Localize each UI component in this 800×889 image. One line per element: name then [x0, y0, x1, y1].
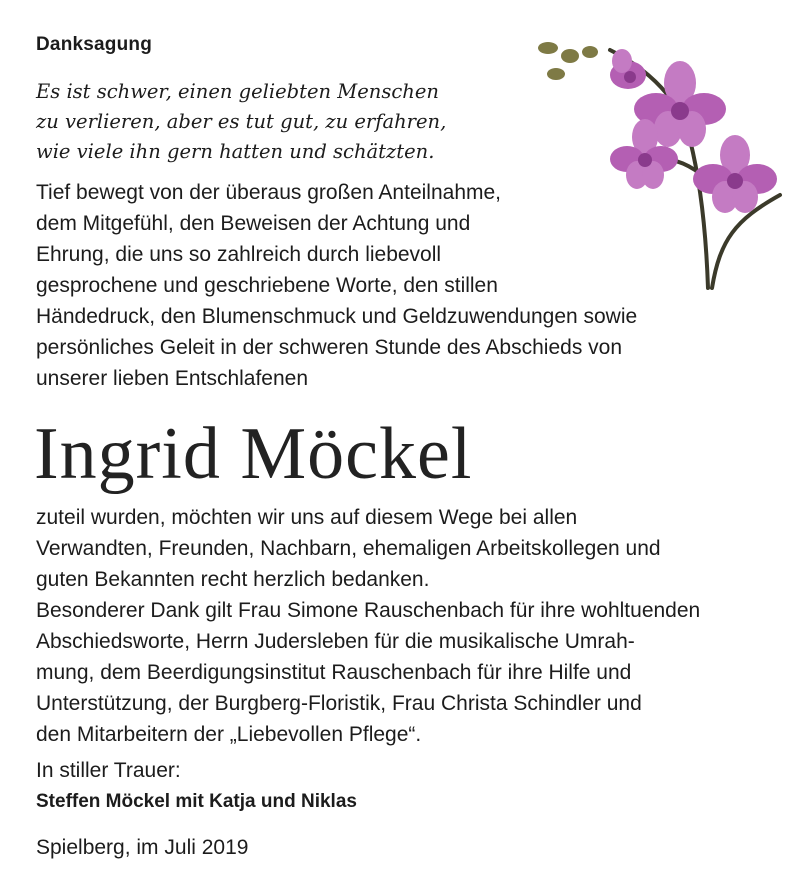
text-line: zuteil wurden, möchten wir uns auf diesem Wege bei allen — [36, 506, 578, 529]
text-line: dem Mitgefühl, den Beweisen der Achtung und — [36, 212, 471, 235]
deceased-name: Ingrid Möckel — [34, 413, 473, 495]
place-date-text: Spielberg, im Juli 2019 — [36, 836, 249, 859]
text-line: Besonderer Dank gilt Frau Simone Rauschenbach für ihre wohltuenden — [36, 599, 701, 622]
text-line: unserer lieben Entschlafenen — [36, 367, 309, 390]
text-line: Verwandten, Freunden, Nachbarn, ehemaligen Arbeitskollegen und — [36, 537, 661, 560]
mourning-label: In stiller Trauer: — [36, 759, 181, 782]
mourners-names: Steffen Möckel mit Katja und Niklas — [36, 791, 357, 812]
text-line: Ehrung, die uns so zahlreich durch liebevoll — [36, 243, 442, 266]
poem-line: wie viele ihn gern hatten und schätzten. — [36, 140, 435, 163]
thanks-paragraph — [36, 502, 700, 750]
text-line: mung, dem Beerdigungsinstitut Rauschenbach für ihre Hilfe und — [36, 661, 632, 684]
place-and-date — [36, 832, 248, 863]
intro-paragraph — [36, 177, 637, 394]
notice-heading: Danksagung — [36, 34, 153, 55]
mourning-block — [36, 755, 357, 817]
text-line: Händedruck, den Blumenschmuck und Geldzuwendungen sowie — [36, 305, 638, 328]
text-line: gesprochene und geschriebene Worte, den stillen — [36, 274, 498, 297]
poem-quote — [36, 77, 446, 167]
text-line: Abschiedsworte, Herrn Judersleben für die musikalische Umrah- — [36, 630, 635, 653]
text-line: Tief bewegt von der überaus großen Anteilnahme, — [36, 181, 502, 204]
text-line: Unterstützung, der Burgberg-Floristik, Frau Christa Schindler und — [36, 692, 642, 715]
text-line: guten Bekannten recht herzlich bedanken. — [36, 568, 430, 591]
poem-line: Es ist schwer, einen geliebten Menschen — [36, 80, 439, 103]
text-line: den Mitarbeitern der „Liebevollen Pflege“. — [36, 723, 422, 746]
text-line: persönliches Geleit in der schweren Stunde des Abschieds von — [36, 336, 623, 359]
poem-line: zu verlieren, aber es tut gut, zu erfahren, — [36, 110, 447, 133]
